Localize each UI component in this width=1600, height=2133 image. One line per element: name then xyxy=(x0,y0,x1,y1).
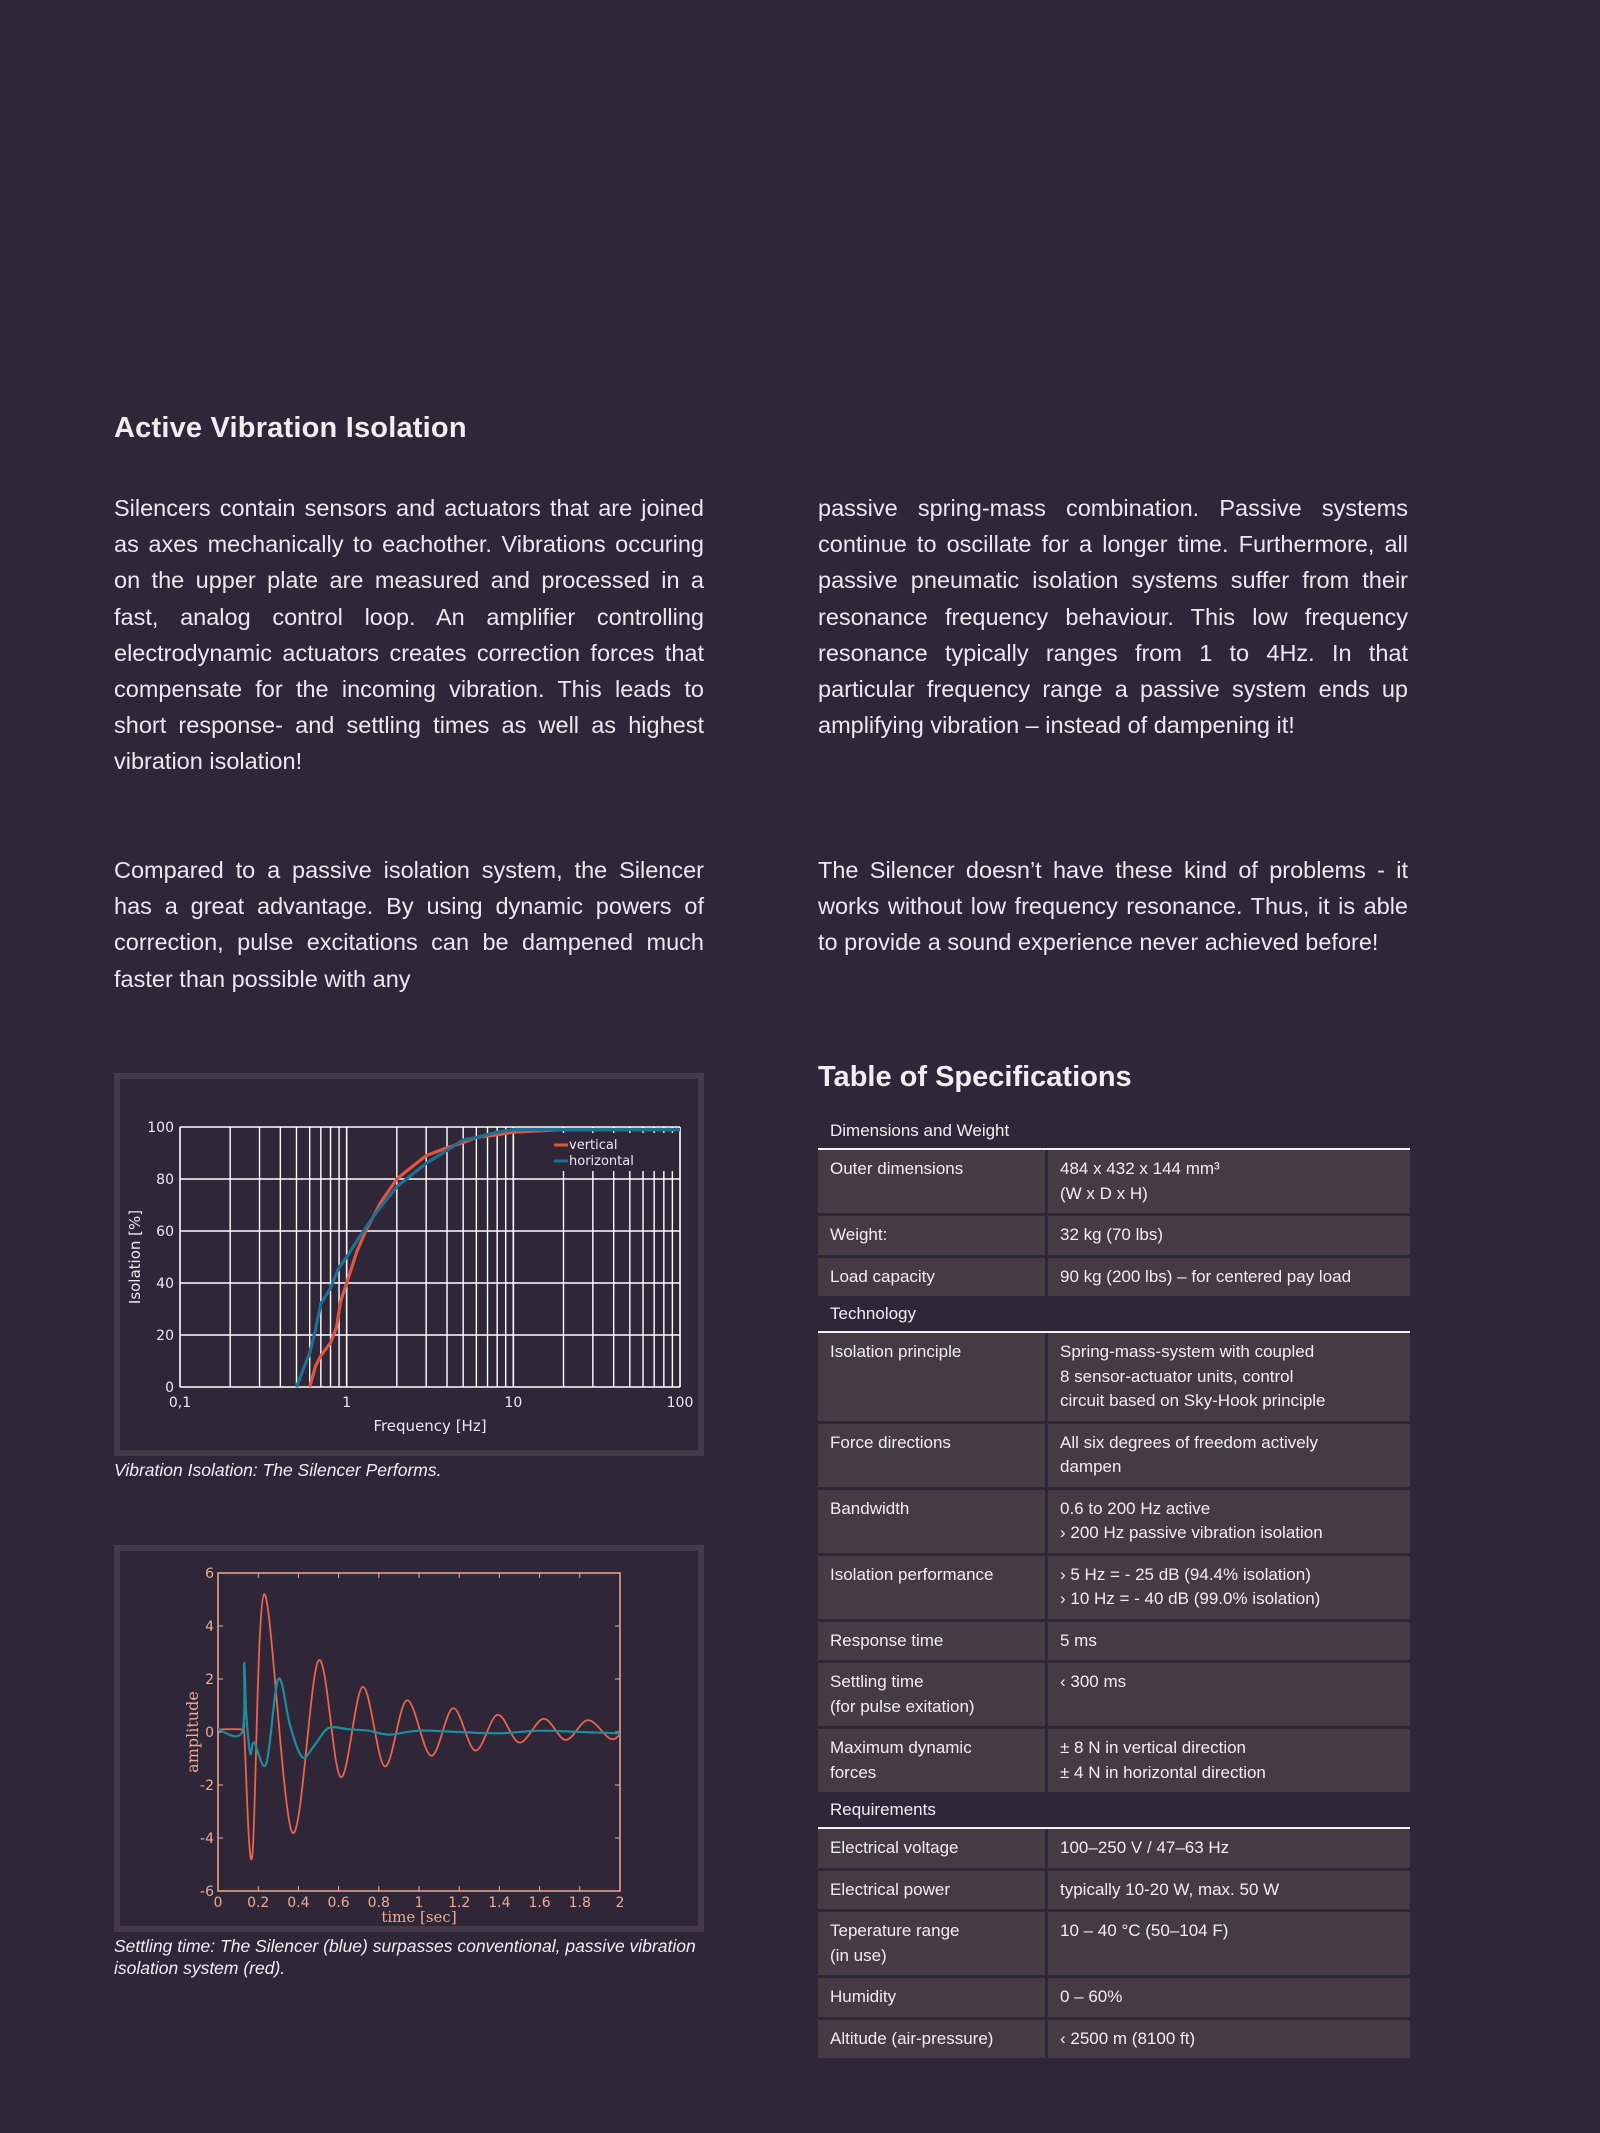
chart-caption: Vibration Isolation: The Silencer Performs. xyxy=(114,1460,442,1480)
spec-row xyxy=(818,1912,1410,1978)
spec-section-rows xyxy=(818,1150,1410,1296)
y-axis-label: Isolation [%] xyxy=(126,1209,144,1305)
spec-value: 5 ms xyxy=(1060,1630,1097,1650)
section-heading: Active Vibration Isolation xyxy=(114,412,467,444)
y-tick-label: -2 xyxy=(200,1778,214,1794)
x-tick-label: 1.8 xyxy=(568,1895,591,1911)
y-axis-label: amplitude xyxy=(183,1691,202,1773)
x-axis-label: Frequency [Hz] xyxy=(373,1417,487,1435)
spec-value: 484 x 432 x 144 mm³ (W x D x H) xyxy=(1060,1159,1220,1203)
spec-section-rows xyxy=(818,1829,1410,2058)
spec-section-header: Technology xyxy=(818,1296,1410,1333)
spec-value: ‹ 2500 m (8100 ft) xyxy=(1060,2028,1196,2048)
spec-section-header: Dimensions and Weight xyxy=(818,1113,1410,1150)
spec-value: Spring-mass-system with coupled 8 sensor-actuator units, control circuit based on Sky-Hook principle xyxy=(1060,1342,1326,1410)
spec-key: Electrical voltage xyxy=(818,1829,1048,1868)
x-tick-label: 100 xyxy=(666,1395,694,1411)
x-tick-label: 1.4 xyxy=(488,1895,511,1911)
x-tick-label: 1 xyxy=(414,1895,424,1911)
x-tick-label: 0.4 xyxy=(287,1895,310,1911)
y-tick-label: 2 xyxy=(205,1672,214,1688)
spec-key: Settling time (for pulse exitation) xyxy=(818,1663,1048,1726)
legend-label: horizontal xyxy=(569,1154,634,1169)
spec-key: Isolation principle xyxy=(818,1333,1048,1421)
spec-value: typically 10-20 W, max. 50 W xyxy=(1060,1879,1280,1899)
body-paragraph: The Silencer doesn’t have these kind of problems - it works without low frequency resonance. Thus, it is able to provide a sound experience never achieved before! xyxy=(818,857,1408,956)
x-tick-label: 1 xyxy=(342,1395,352,1411)
spec-value: ± 8 N in vertical direction ± 4 N in horizontal direction xyxy=(1060,1738,1266,1782)
body-paragraph: passive spring-mass combination. Passive systems continue to oscillate for a longer time. Furthermore, all passive pneumatic isolation systems suffer from their resonance frequency behaviour. This low frequency resonance typically ranges from 1 to 4Hz. In that particular frequency range a passive system ends up amplifying vibration – instead of dampening it! xyxy=(818,495,1408,739)
spec-value: 100–250 V / 47–63 Hz xyxy=(1060,1838,1230,1857)
spec-row xyxy=(818,2020,1410,2059)
y-tick-label: 6 xyxy=(205,1566,214,1582)
spec-value: 10 – 40 °C (50–104 F) xyxy=(1060,1921,1229,1940)
spec-row xyxy=(818,1490,1410,1556)
y-tick-label: 80 xyxy=(156,1172,174,1188)
body-paragraph: Silencers contain sensors and actuators that are joined as axes mechanically to eachother. Vibrations occuring on the upper plate are measured and processed in a fast, analog control loop. An amplifier controlling electrodynamic actuators creates correction forces that compensate for the incoming vibration. This leads to short response- and settling times as well as highest vibration isolation! xyxy=(114,495,704,775)
spec-row xyxy=(818,1556,1410,1622)
y-tick-label: -4 xyxy=(200,1831,214,1847)
spec-row xyxy=(818,1871,1410,1913)
x-tick-label: 1.6 xyxy=(528,1895,551,1911)
spec-table-title: Table of Specifications xyxy=(818,1061,1132,1093)
y-tick-label: 100 xyxy=(147,1120,174,1136)
y-tick-label: 40 xyxy=(156,1276,174,1292)
chart-caption: Settling time: The Silencer (blue) surpasses conventional, passive vibration isolation system (red). xyxy=(114,1936,696,1978)
spec-key: Isolation performance xyxy=(818,1556,1048,1619)
body-paragraph: Compared to a passive isolation system, the Silencer has a great advantage. By using dynamic powers of correction, pulse excitations can be dampened much faster than possible with any xyxy=(114,857,704,992)
isolation-chart-svg xyxy=(120,1079,698,1450)
spec-key: Maximum dynamic forces xyxy=(818,1729,1048,1792)
spec-key: Force directions xyxy=(818,1424,1048,1487)
x-tick-label: 1.2 xyxy=(448,1895,471,1911)
x-tick-label: 0 xyxy=(213,1895,223,1911)
isolation-chart xyxy=(114,1073,704,1456)
spec-key: Load capacity xyxy=(818,1258,1048,1297)
y-tick-label: -6 xyxy=(200,1884,214,1900)
spec-row xyxy=(818,1978,1410,2020)
spec-row xyxy=(818,1663,1410,1729)
spec-value: ‹ 300 ms xyxy=(1060,1672,1127,1691)
x-tick-label: 0.6 xyxy=(327,1895,350,1911)
spec-key: Response time xyxy=(818,1622,1048,1661)
x-tick-label: 0.8 xyxy=(367,1895,390,1911)
settling-time-chart-svg xyxy=(120,1551,698,1926)
spec-row xyxy=(818,1258,1410,1297)
spec-key: Altitude (air-pressure) xyxy=(818,2020,1048,2059)
spec-value: › 5 Hz = - 25 dB (94.4% isolation) › 10 Hz = - 40 dB (99.0% isolation) xyxy=(1060,1564,1321,1608)
spec-row xyxy=(818,1829,1410,1871)
y-tick-label: 4 xyxy=(205,1619,214,1635)
spec-row xyxy=(818,1622,1410,1664)
spec-table xyxy=(818,1113,1410,2058)
settling-time-chart xyxy=(114,1545,704,1932)
spec-row xyxy=(818,1150,1410,1216)
spec-value: All six degrees of freedom actively dampen xyxy=(1060,1432,1318,1476)
y-tick-label: 20 xyxy=(156,1328,174,1344)
spec-value: 90 kg (200 lbs) – for centered pay load xyxy=(1060,1266,1352,1286)
x-tick-label: 10 xyxy=(504,1395,523,1411)
spec-value: 0 – 60% xyxy=(1060,1987,1123,2006)
spec-row xyxy=(818,1333,1410,1424)
spec-key: Teperature range (in use) xyxy=(818,1912,1048,1975)
spec-row xyxy=(818,1216,1410,1258)
spec-key: Outer dimensions xyxy=(818,1150,1048,1213)
spec-key: Bandwidth xyxy=(818,1490,1048,1553)
spec-value: 0.6 to 200 Hz active › 200 Hz passive vibration isolation xyxy=(1060,1498,1323,1542)
spec-key: Electrical power xyxy=(818,1871,1048,1910)
series-line-passive xyxy=(218,1594,620,1859)
y-tick-label: 60 xyxy=(156,1224,174,1240)
y-tick-label: 0 xyxy=(205,1725,214,1741)
spec-value: 32 kg (70 lbs) xyxy=(1060,1225,1163,1244)
x-axis-label: time [sec] xyxy=(381,1908,457,1926)
legend-label: vertical xyxy=(569,1138,618,1153)
spec-key: Weight: xyxy=(818,1216,1048,1255)
y-tick-label: 0 xyxy=(165,1380,174,1396)
spec-row xyxy=(818,1424,1410,1490)
x-tick-label: 2 xyxy=(615,1895,625,1911)
x-tick-label: 0,1 xyxy=(168,1395,192,1411)
spec-section-rows xyxy=(818,1333,1410,1792)
x-tick-label: 0.2 xyxy=(247,1895,270,1911)
spec-key: Humidity xyxy=(818,1978,1048,2017)
spec-row xyxy=(818,1729,1410,1792)
spec-section-header: Requirements xyxy=(818,1792,1410,1829)
